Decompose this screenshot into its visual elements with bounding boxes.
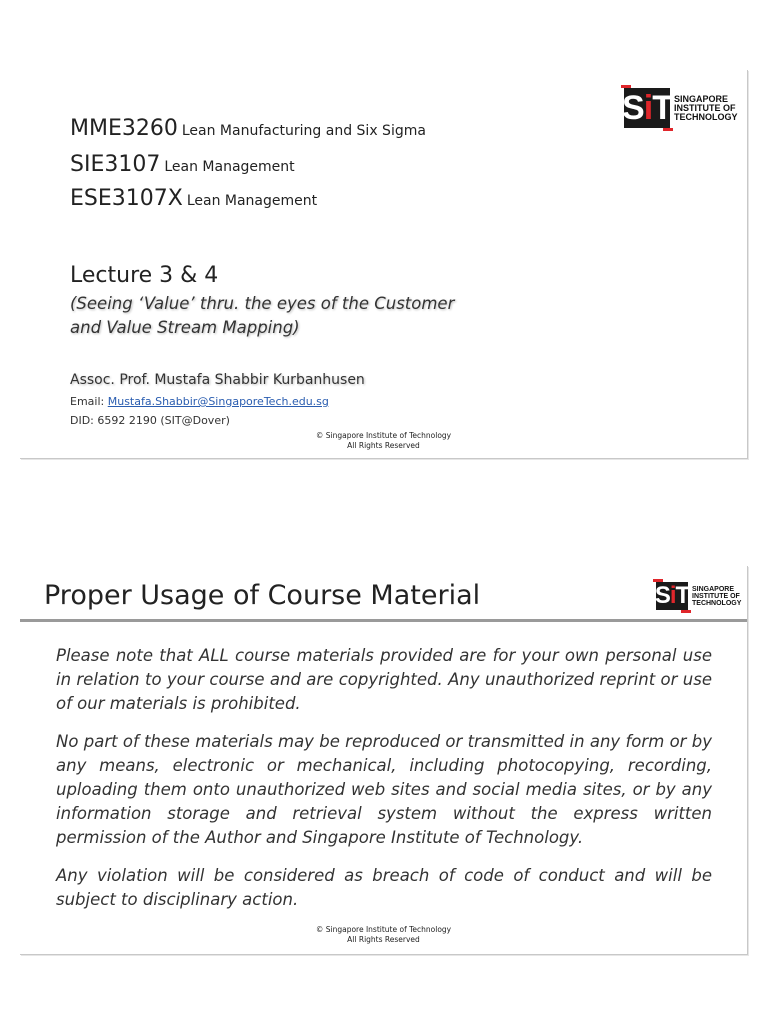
usage-paragraph: Please note that ALL course materials provided are for your own personal use in relation to your course and are copyrighted. Any unauthorized reprint or use of our materials is prohibited.	[56, 646, 712, 713]
sit-logo-wordmark	[692, 586, 741, 607]
logo-line-1: SINGAPORE	[692, 585, 735, 593]
course-code: ESE3107X	[70, 186, 183, 211]
did-number: DID: 6592 2190 (SIT@Dover)	[70, 414, 230, 427]
lecture-subtitle	[70, 292, 490, 340]
title-divider	[20, 619, 747, 622]
logo-line-2: INSTITUTE OF	[674, 102, 736, 113]
course-name: Lean Management	[186, 193, 318, 209]
slide-title: Proper Usage of Course Material	[44, 580, 481, 611]
logo-letter-s: S	[654, 582, 670, 609]
title-slide	[20, 70, 748, 459]
usage-paragraph: No part of these materials may be reproduced or transmitted in any form or by any means, electronic or mechanical, including photocopying, recording, uploading them onto unauthorized web sites and social media sites, or by any information storage and retrieval system without the express written permission of the Author and Singapore Institute of Technology.	[56, 732, 712, 847]
logo-letter-s: S	[622, 88, 644, 127]
logo-letter-i: i	[669, 582, 676, 609]
course-name: Lean Manufacturing and Six Sigma	[181, 123, 426, 139]
course-name: Lean Management	[164, 159, 295, 175]
sit-logo	[624, 88, 738, 128]
author-name: Assoc. Prof. Mustafa Shabbir Kurbanhusen	[70, 372, 365, 388]
usage-text	[56, 644, 712, 926]
logo-line-2: INSTITUTE OF	[692, 592, 740, 600]
sit-logo-wordmark	[674, 95, 738, 122]
logo-line-3: TECHNOLOGY	[674, 111, 738, 122]
copyright-footer	[20, 925, 747, 945]
course-line-1	[70, 116, 426, 141]
logo-line-1: SINGAPORE	[674, 93, 729, 104]
sit-logo	[656, 582, 741, 610]
lecture-subtitle-line-1: (Seeing ‘Value’ thru. the eyes of the Customer	[70, 294, 455, 313]
rights-line: All Rights Reserved	[347, 441, 420, 450]
logo-letter-t: T	[675, 582, 690, 609]
email-row	[70, 395, 329, 408]
course-code: MME3260	[70, 116, 178, 141]
lecture-title: Lecture 3 & 4	[70, 263, 219, 288]
copyright-footer	[20, 431, 747, 451]
copyright-line: © Singapore Institute of Technology	[315, 431, 452, 440]
logo-letter-t: T	[652, 88, 672, 127]
course-line-3	[70, 186, 317, 211]
email-label: Email:	[70, 395, 108, 408]
email-link[interactable]: Mustafa.Shabbir@SingaporeTech.edu.sg	[107, 395, 329, 408]
rights-line: All Rights Reserved	[347, 935, 420, 944]
lecture-subtitle-line-2: and Value Stream Mapping)	[70, 318, 300, 337]
usage-slide	[20, 566, 748, 955]
logo-line-3: TECHNOLOGY	[692, 599, 742, 607]
sit-logo-mark	[656, 582, 688, 610]
course-line-2	[70, 152, 295, 177]
course-code: SIE3107	[70, 152, 161, 177]
copyright-line: © Singapore Institute of Technology	[315, 925, 452, 934]
usage-paragraph: Any violation will be considered as breach of code of conduct and will be subject to disciplinary action.	[56, 866, 712, 909]
logo-letter-i: i	[643, 88, 653, 127]
sit-logo-mark	[624, 88, 670, 128]
